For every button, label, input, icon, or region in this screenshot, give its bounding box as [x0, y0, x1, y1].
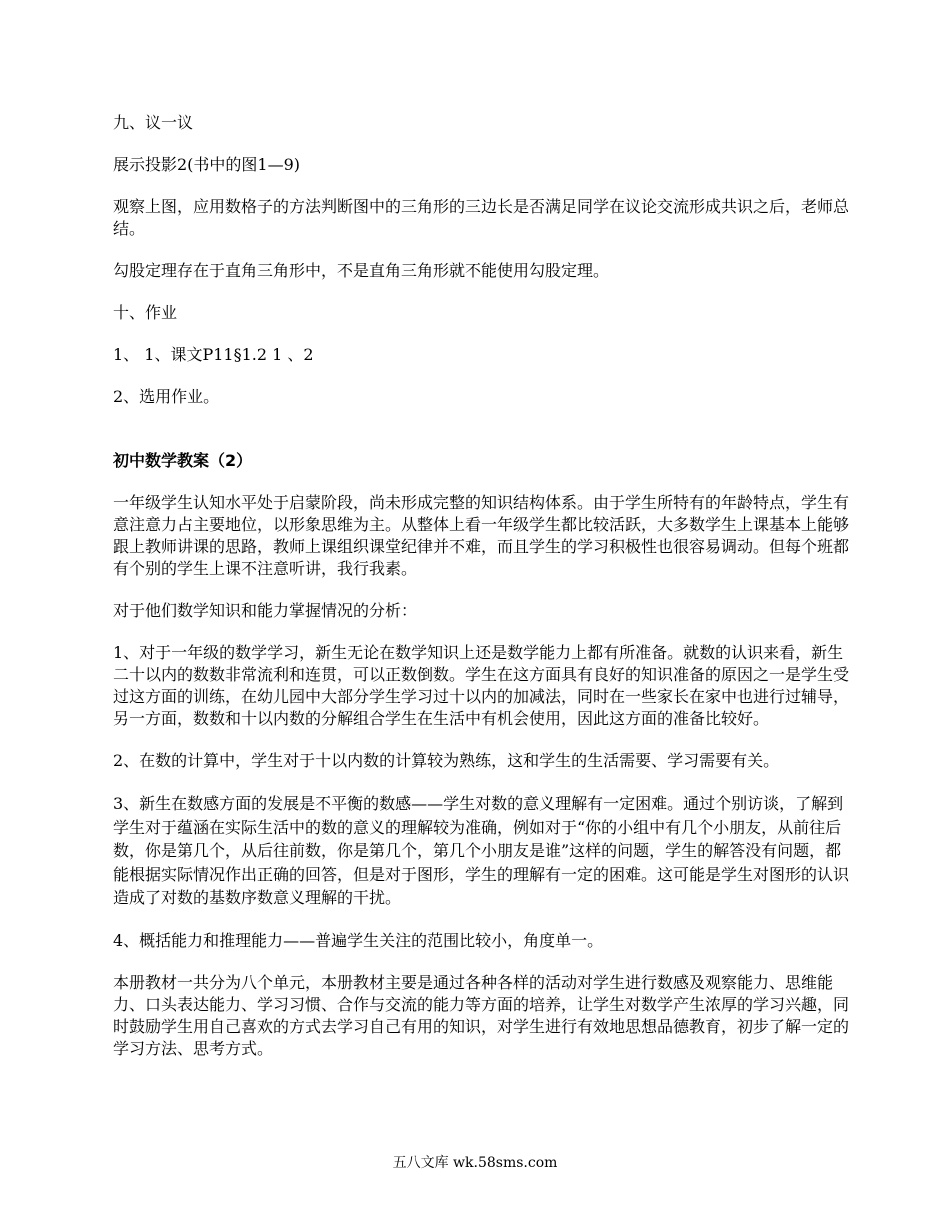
- section-9-paragraph-1: 展示投影2(书中的图1—9): [113, 155, 301, 174]
- analysis-point-4: 4、概括能力和推理能力——普遍学生关注的范围比较小，角度单一。: [113, 930, 604, 950]
- lesson-title: 初中数学教案（2）: [113, 451, 253, 470]
- analysis-point-2: 2、在数的计算中，学生对于十以内数的计算较为熟练，这和学生的生活需要、学习需要有关。: [113, 751, 780, 770]
- analysis-heading: 对于他们数学知识和能力掌握情况的分析：: [113, 601, 418, 620]
- textbook-paragraph: 本册教材一共分为八个单元，本册教材主要是通过各种各样的活动对学生进行数感及观察能力、思维能力、口头表达能力、学习习惯、合作与交流的能力等方面的培养，让学生对数学产生浓厚的学习兴趣，同时鼓励学生用自己喜欢的方式去学习自己有用的知识，对学生进行有效地思想品德教育，初步了解一定的学习方法、思考方式。: [113, 972, 850, 1058]
- section-9-paragraph-2: 观察上图，应用数格子的方法判断图中的三角形的三边长是否满足同学在议论交流形成共识之后，老师总结。: [113, 197, 850, 238]
- section-9-paragraph-3: 勾股定理存在于直角三角形中，不是直角三角形就不能使用勾股定理。: [113, 261, 610, 280]
- section-9-heading: 九、议一议: [113, 113, 194, 132]
- footer-watermark: 五八文库 wk.58sms.com: [392, 1155, 558, 1171]
- section-10-heading: 十、作业: [113, 303, 178, 322]
- homework-item-1: 1、 1、课文P11§1.2 1 、2: [113, 345, 314, 364]
- document-body: [113, 112, 853, 1060]
- analysis-point-1: 1、对于一年级的数学学习，新生无论在数学知识上还是数学能力上都有所准备。就数的认识来看，新生二十以内的数数非常流利和连贯，可以正数倒数。学生在这方面具有良好的知识准备的原因之一是学生受过这方面的训练，在幼儿园中大部分学生学习过十以内的加减法，同时在一些家长在家中也进行过辅导，另一方面，数数和十以内数的分解组合学生在生活中有机会使用，因此这方面的准备比较好。: [113, 643, 850, 728]
- analysis-point-3: 3、新生在数感方面的发展是不平衡的数感——学生对数的意义理解有一定困难。通过个别访谈，了解到学生对于蕴涵在实际生活中的数的意义的理解较为准确，例如对于“你的小组中有几个小朋友，从前往后数，你是第几个，从后往前数，你是第几个，第几个小朋友是谁”这样的问题，学生的解答没有问题，都能根据实际情况作出正确的回答，但是对于图形，学生的理解有一定的困难。这可能是学生对图形的认识造成了对数的基数序数意义理解的干扰。: [113, 794, 850, 907]
- intro-paragraph: 一年级学生认知水平处于启蒙阶段，尚未形成完整的知识结构体系。由于学生所特有的年龄特点，学生有意注意力占主要地位，以形象思维为主。从整体上看一年级学生都比较活跃，大多数学生上课基本上能够跟上教师讲课的思路，教师上课组织课堂纪律并不难，而且学生的学习积极性也很容易调动。但每个班都有个别的学生上课不注意听讲，我行我素。: [113, 493, 850, 578]
- homework-item-2: 2、选用作业。: [113, 387, 220, 406]
